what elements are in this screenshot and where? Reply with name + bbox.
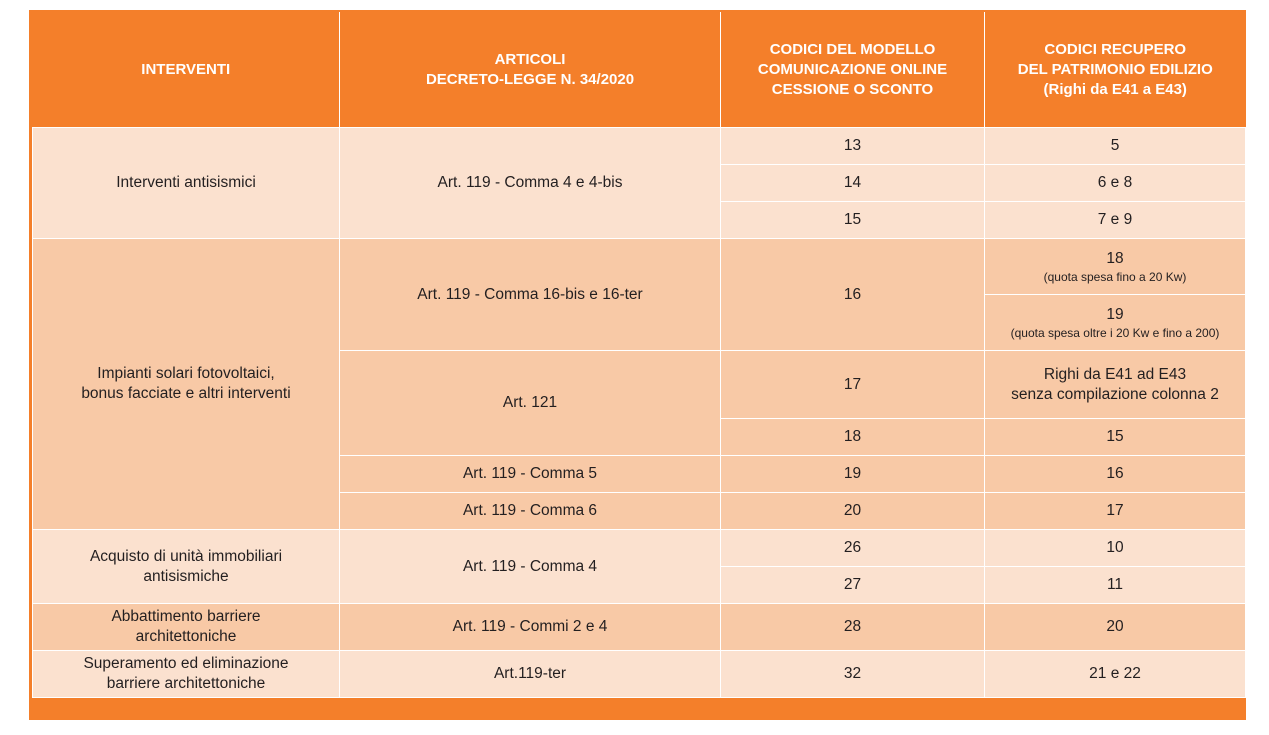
recupero-cell: 19 (quota spesa oltre i 20 Kw e fino a 200)	[985, 295, 1246, 351]
codice-cell: 14	[721, 165, 985, 202]
intervento-cell: Acquisto di unità immobiliari antisismiche	[33, 530, 340, 604]
codice-cell: 15	[721, 202, 985, 239]
intervento-cell: Interventi antisismici	[33, 128, 340, 239]
codice-cell: 32	[721, 651, 985, 698]
intervento-cell: Abbattimento barriere architettoniche	[33, 604, 340, 651]
table-row	[33, 604, 1246, 651]
articolo-cell: Art. 119 - Comma 16-bis e 16-ter	[340, 239, 721, 351]
recupero-cell: 6 e 8	[985, 165, 1246, 202]
recupero-cell: 5	[985, 128, 1246, 165]
intervento-cell: Superamento ed eliminazione barriere architettoniche	[33, 651, 340, 698]
articolo-cell: Art. 119 - Comma 6	[340, 493, 721, 530]
recupero-cell: 18 (quota spesa fino a 20 Kw)	[985, 239, 1246, 295]
codice-cell: 13	[721, 128, 985, 165]
recupero-cell: 7 e 9	[985, 202, 1246, 239]
recupero-cell: 15	[985, 419, 1246, 456]
codice-cell: 16	[721, 239, 985, 351]
codice-cell: 27	[721, 567, 985, 604]
intervento-cell: Impianti solari fotovoltaici, bonus facciate e altri interventi	[33, 239, 340, 530]
articolo-cell: Art. 119 - Comma 4 e 4-bis	[340, 128, 721, 239]
recupero-cell: 20	[985, 604, 1246, 651]
header-codici-modello: CODICI DEL MODELLO COMUNICAZIONE ONLINE CESSIONE O SCONTO	[721, 12, 985, 128]
header-codici-recupero: CODICI RECUPERO DEL PATRIMONIO EDILIZIO (Righi da E41 a E43)	[985, 12, 1246, 128]
codice-cell: 18	[721, 419, 985, 456]
codice-cell: 20	[721, 493, 985, 530]
articolo-cell: Art. 119 - Comma 5	[340, 456, 721, 493]
recupero-cell: 10	[985, 530, 1246, 567]
codice-cell: 19	[721, 456, 985, 493]
table-row	[33, 128, 1246, 165]
articolo-cell: Art. 119 - Comma 4	[340, 530, 721, 604]
table-row	[33, 651, 1246, 698]
articolo-cell: Art. 119 - Commi 2 e 4	[340, 604, 721, 651]
codice-cell: 17	[721, 351, 985, 419]
recupero-cell: Righi da E41 ad E43 senza compilazione colonna 2	[985, 351, 1246, 419]
header-interventi: INTERVENTI	[33, 12, 340, 128]
codici-table	[32, 12, 1246, 698]
header-articoli: ARTICOLI DECRETO-LEGGE N. 34/2020	[340, 12, 721, 128]
recupero-cell: 11	[985, 567, 1246, 604]
codice-cell: 26	[721, 530, 985, 567]
articolo-cell: Art. 121	[340, 351, 721, 456]
recupero-cell: 17	[985, 493, 1246, 530]
recupero-cell: 16	[985, 456, 1246, 493]
table-row	[33, 239, 1246, 295]
recupero-cell: 21 e 22	[985, 651, 1246, 698]
header-row	[33, 12, 1246, 128]
table-row	[33, 530, 1246, 567]
articolo-cell: Art.119-ter	[340, 651, 721, 698]
codice-cell: 28	[721, 604, 985, 651]
